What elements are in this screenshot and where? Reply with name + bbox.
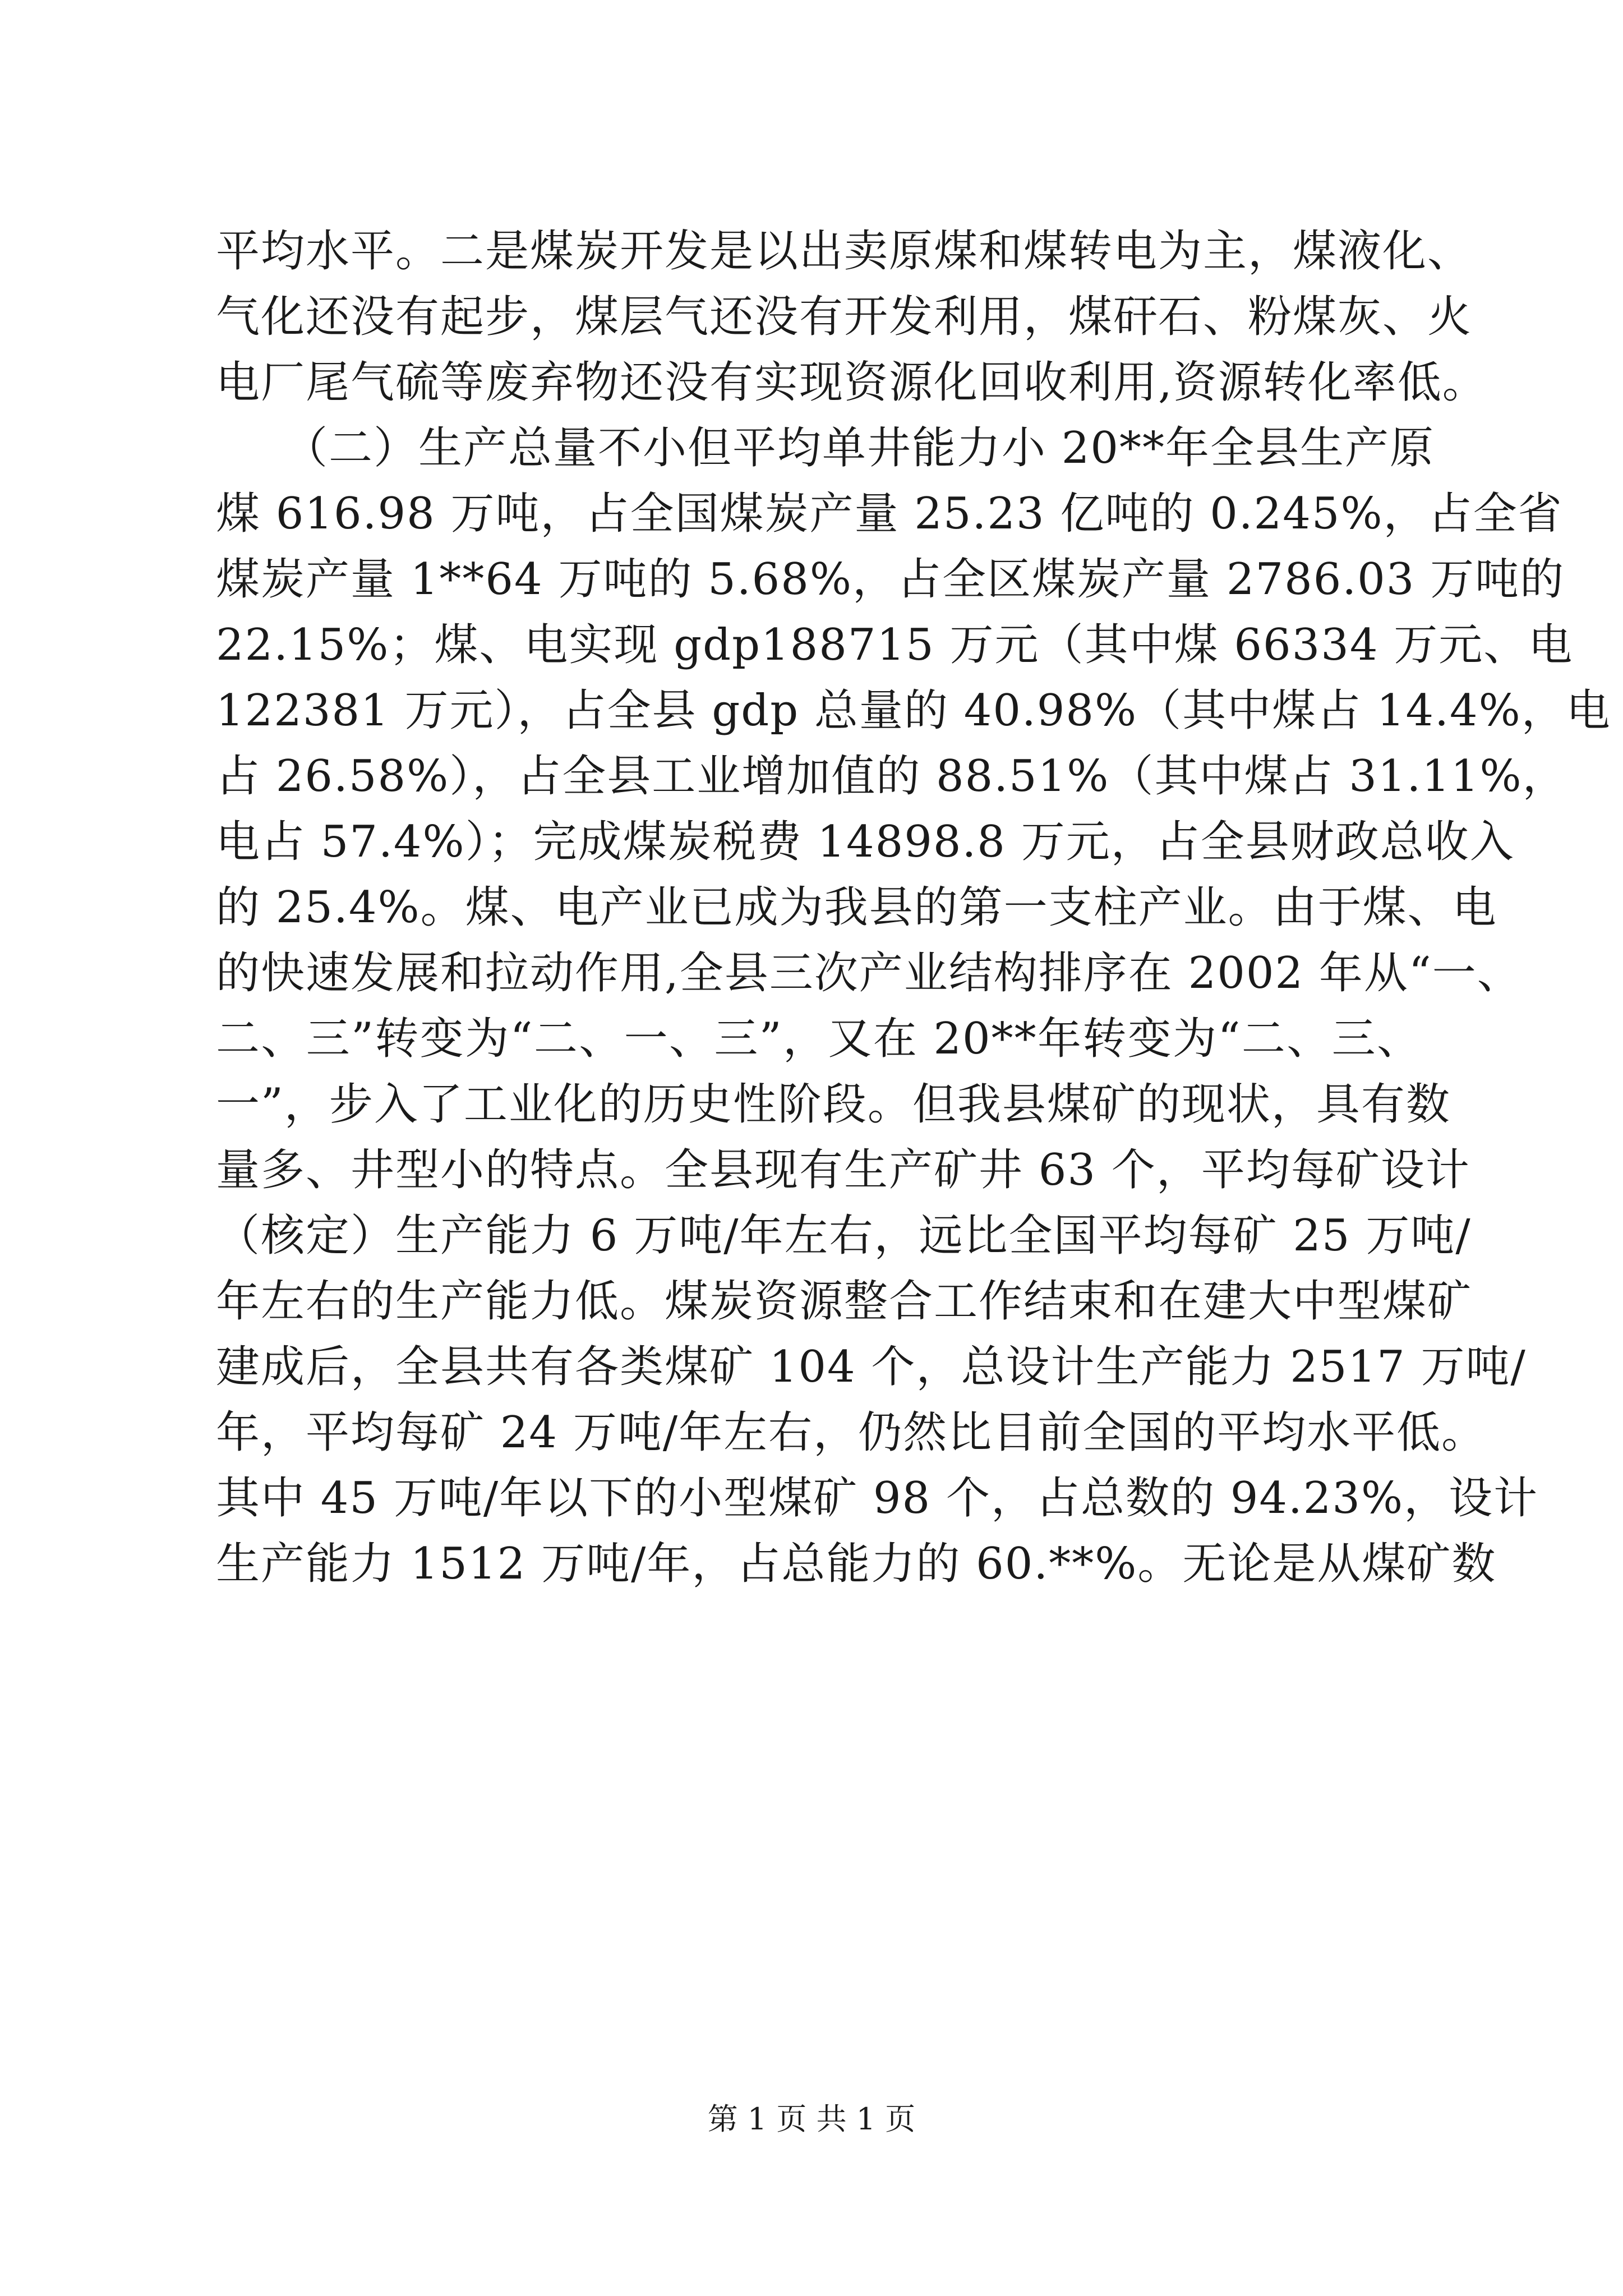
text-line: 二、三”转变为“二、一、三”，又在 20**年转变为“二、三、: [216, 1014, 1422, 1064]
text-line: 煤 616.98 万吨，占全国煤炭产量 25.23 亿吨的 0.245%，占全省: [216, 489, 1563, 539]
text-line: （核定）生产能力 6 万吨/年左右，远比全国平均每矿 25 万吨/: [216, 1211, 1472, 1261]
text-line: 建成后，全县共有各类煤矿 104 个，总设计生产能力 2517 万吨/: [216, 1342, 1527, 1392]
text-line: 的快速发展和拉动作用,全县三次产业结构排序在 2002 年从“一、: [216, 948, 1522, 999]
text-line: 年，平均每矿 24 万吨/年左右，仍然比目前全国的平均水平低。: [216, 1407, 1487, 1458]
text-line: 122381 万元），占全县 gdp 总量的 40.98%（其中煤占 14.4%，电: [216, 685, 1611, 736]
text-line: 电厂尾气硫等废弃物还没有实现资源化回收利用,资源转化率低。: [216, 357, 1487, 408]
text-line: 气化还没有起步，煤层气还没有开发利用，煤矸石、粉煤灰、火: [216, 292, 1473, 342]
text-line: 其中 45 万吨/年以下的小型煤矿 98 个，占总数的 94.23%，设计: [216, 1473, 1539, 1524]
text-line: 一”，步入了工业化的历史性阶段。但我县煤矿的现状，具有数: [216, 1079, 1451, 1130]
text-line: 平均水平。二是煤炭开发是以出卖原煤和煤转电为主，煤液化、: [216, 226, 1473, 277]
text-line: 电占 57.4%）；完成煤炭税费 14898.8 万元，占全县财政总收入: [216, 817, 1515, 867]
page-number-footer: 第 1 页 共 1 页: [707, 2101, 916, 2137]
text-line: 22.15%；煤、电实现 gdp188715 万元（其中煤 66334 万元、电: [216, 620, 1574, 670]
text-line: 的 25.4%。煤、电产业已成为我县的第一支柱产业。由于煤、电: [216, 882, 1497, 933]
text-line: 年左右的生产能力低。煤炭资源整合工作结束和在建大中型煤矿: [216, 1276, 1473, 1327]
text-line: 生产能力 1512 万吨/年，占总能力的 60.**%。无论是从煤矿数: [216, 1539, 1497, 1589]
text-line: 量多、井型小的特点。全县现有生产矿井 63 个，平均每矿设计: [216, 1145, 1470, 1195]
text-line: 占 26.58%），占全县工业增加值的 88.51%（其中煤占 31.11%，: [216, 751, 1567, 802]
text-line: 煤炭产量 1**64 万吨的 5.68%，占全区煤炭产量 2786.03 万吨的: [216, 554, 1565, 605]
document-body: [216, 219, 1611, 1597]
text-line: （二）生产总量不小但平均单井能力小 20**年全县生产原: [216, 423, 1435, 473]
